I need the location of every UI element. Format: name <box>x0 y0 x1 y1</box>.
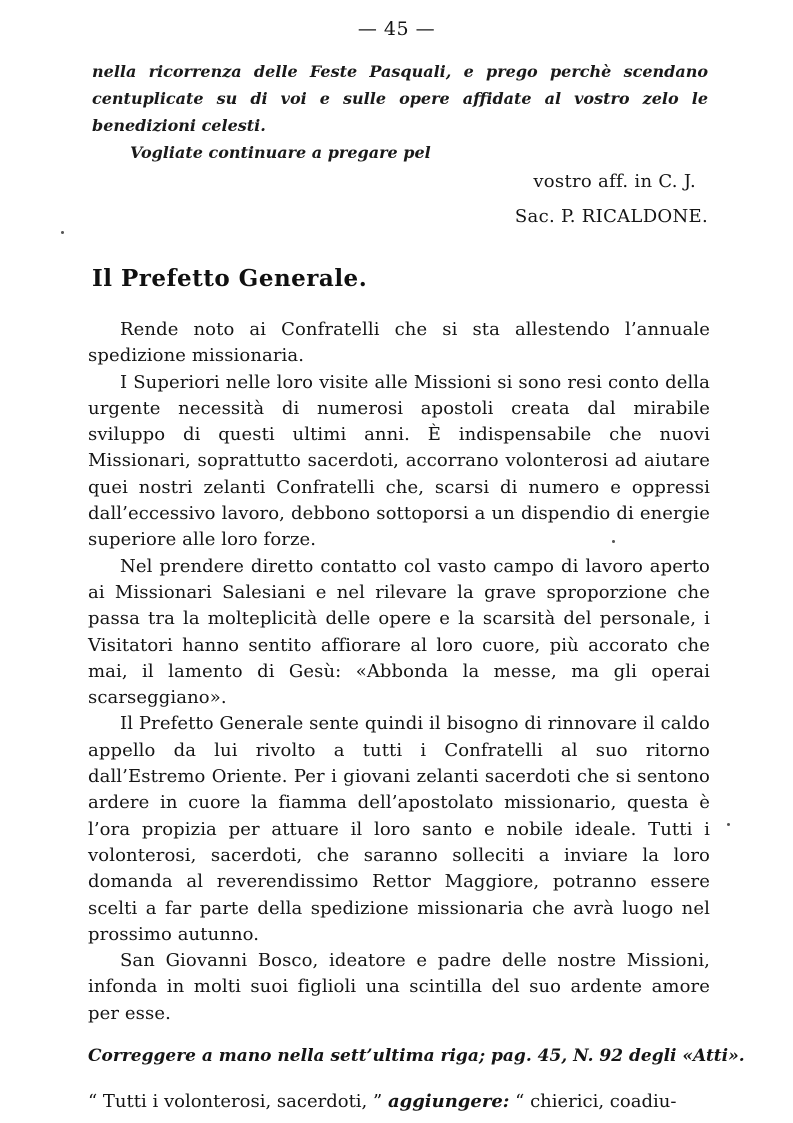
scan-speck <box>727 823 730 826</box>
scan-speck <box>612 540 615 543</box>
section-body <box>88 317 710 1027</box>
body-paragraph: Nel prendere diretto contatto col vasto campo di lavoro aperto ai Missionari Salesiani e nel rilevare la grave sproporzione che passa tra la molteplicità delle opere e la scarsità del personale, i Visitatori hanno sentito affiorare al loro cuore, più accorato che mai, il lamento di Gesù: «Abbonda la messe, ma gli operai scarseggiano». <box>88 555 710 709</box>
letter-signature: Sac. P. RICALDONE. <box>514 206 708 227</box>
letter-closing-request: Vogliate continuare a pregare pel <box>130 143 431 162</box>
correction-quote-continuation: “ chierici, coadiu- <box>515 1091 677 1112</box>
letter-ending <box>92 58 708 227</box>
body-paragraph: I Superiori nelle loro visite alle Missioni si sono resi conto della urgente necessità di numerosi apostoli creata dal mirabile sviluppo di questi ultimi anni. È indispensabile che nuovi Missionari, soprattutto sacerdoti, accorrano volonterosi ad aiutare quei nostri zelanti Confratelli che, scarsi di numero e oppressi dall’eccessivo lavoro, debbono sottoporsi a un dispendio di energie superiore alle loro forze. <box>88 371 710 551</box>
letter-paragraph: nella ricorrenza delle Feste Pasquali, e prego perchè scendano centuplicate su di voi e sulle opere affidate al vostro zelo le benedizioni celesti. <box>92 62 708 135</box>
body-paragraph: Il Prefetto Generale sente quindi il bisogno di rinnovare il caldo appello da lui rivolto a tutti i Confratelli al suo ritorno dall’Estremo Oriente. Per i giovani zelanti sacerdoti che si sentono ardere in cuore la fiamma dell’apostolato missionario, questa è l’ora propizia per attuare il loro santo e nobile ideale. Tutti i volonterosi, sacerdoti, che saranno solleciti a inviare la loro domanda al reverendissimo Rettor Maggiore, potranno essere scelti a far parte della spedizione missionaria che avrà luogo nel prossimo autunno. <box>88 713 710 945</box>
correction-note: Correggere a mano nella sett’ultima riga; pag. 45, N. 92 degli «Atti». <box>88 1046 745 1066</box>
correction-quote <box>88 1089 713 1115</box>
scan-speck <box>61 231 64 234</box>
body-paragraph: Rende noto ai Confratelli che si sta allestendo l’annuale spedizione missionaria. <box>88 319 710 367</box>
page-number: — 45 — <box>357 18 436 40</box>
body-paragraph: San Giovanni Bosco, ideatore e padre delle nostre Missioni, infonda in molti suoi figlioli una scintilla del suo ardente amore per esse. <box>88 950 710 1024</box>
section-heading: Il Prefetto Generale. <box>92 265 368 292</box>
letter-valediction: vostro aff. in C. J. <box>533 171 696 192</box>
correction-instruction: aggiungere: <box>387 1091 510 1112</box>
correction-quote-text: “ Tutti i volonterosi, sacerdoti, ” <box>88 1091 383 1112</box>
